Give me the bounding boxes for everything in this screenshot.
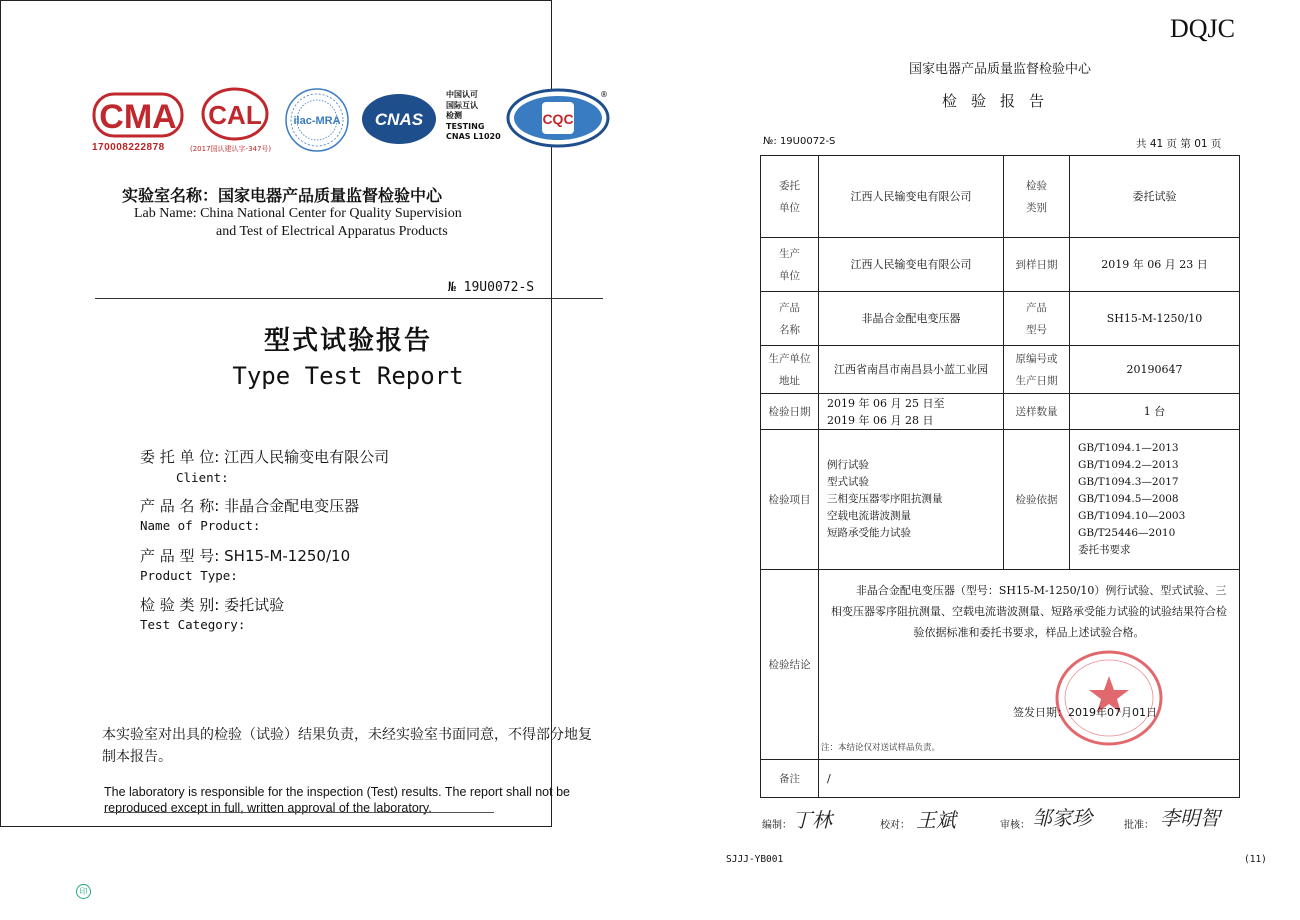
lab-name-en-line1: Lab Name: China National Center for Quality Supervision xyxy=(134,206,462,221)
cma-number: 170008222878 xyxy=(92,142,165,153)
table-row xyxy=(761,760,1240,798)
notice-en: The laboratory is responsible for the inspection (Test) results. The report shall not be reproduced except in full, written approval of the laboratory. xyxy=(104,785,570,815)
cnas-line: 检测 xyxy=(446,111,462,120)
cnas-line: 中国认可 xyxy=(446,90,478,99)
table-row xyxy=(761,156,1240,238)
model-label-cell: 产品 型号 xyxy=(1004,292,1070,346)
conclusion-note: 注：本结论仅对送试样品负责。 xyxy=(821,743,941,753)
product-label-cell: 产品 名称 xyxy=(761,292,819,346)
report-heading: 检验报告 xyxy=(941,92,1058,110)
notice-cn: 本实验室对出具的检验（试验）结果负责，未经实验室书面同意，不得部分地复制本报告。 xyxy=(102,727,592,765)
arrival-value-cell: 2019 年 06 月 23 日 xyxy=(1070,238,1240,292)
product-name-value: 非晶合金配电变压器 xyxy=(224,497,360,515)
client-label: 委 托 单 位: xyxy=(140,448,220,466)
table-row xyxy=(761,238,1240,292)
table-row xyxy=(761,346,1240,394)
report-number-right: №: 19U0072-S xyxy=(763,136,836,147)
category-label-cell: 检验 类别 xyxy=(1004,156,1070,238)
cnas-accreditation-text xyxy=(446,90,501,143)
ilac-mra-logo-icon xyxy=(282,86,352,154)
client-value: 江西人民输变电有限公司 xyxy=(224,448,390,466)
table-row xyxy=(761,570,1240,760)
remark-value-cell: / xyxy=(819,760,1240,798)
cma-sub-text: (2017国认建认字-347号) xyxy=(190,145,272,153)
corner-stamp-icon: 印 xyxy=(76,884,91,899)
address-label-cell: 生产单位 地址 xyxy=(761,346,819,394)
cnas-line: TESTING xyxy=(446,121,485,131)
compiled-label: 编制： xyxy=(762,820,792,831)
report-number: № 19U0072-S xyxy=(448,280,535,295)
cnas-logo-text: CNAS xyxy=(374,110,424,129)
category-value-cell: 委托试验 xyxy=(1070,156,1240,238)
cnas-logo-icon xyxy=(360,92,438,146)
form-code: SJJJ-YB001 xyxy=(726,854,784,865)
notice-underline xyxy=(104,812,494,813)
report-title-en: Type Test Report xyxy=(232,362,464,390)
conclusion-cell xyxy=(819,570,1240,760)
items-value-cell: 例行试验 型式试验 三相变压器零序阻抗测量 空载电流谐波测量 短路承受能力试验 xyxy=(819,430,1004,570)
qty-value-cell: 1 台 xyxy=(1070,394,1240,430)
client-value-cell: 江西人民输变电有限公司 xyxy=(819,156,1004,238)
serial-value-cell: 20190647 xyxy=(1070,346,1240,394)
remark-label-cell: 备注 xyxy=(761,760,819,798)
conclusion-text: 非晶合金配电变压器（型号：SH15-M-1250/10）例行试验、型式试验、三相变压器零序阻抗测量、空载电流谐波测量、短路承受能力试验的试验结果符合检验依据标准和委托书要求，样品上述试验合格。 xyxy=(831,584,1227,639)
checked-signature: 王斌 xyxy=(916,808,956,832)
client-label-cell: 委托 单位 xyxy=(761,156,819,238)
center-name: 国家电器产品质量监督检验中心 xyxy=(908,62,1091,77)
table-row xyxy=(761,394,1240,430)
corner-code: DQJC xyxy=(1170,14,1236,43)
product-type-value: SH15-M-1250/10 xyxy=(224,547,351,565)
test-date-label-cell: 检验日期 xyxy=(761,394,819,430)
approved-signature: 李明智 xyxy=(1160,806,1220,830)
divider-line xyxy=(95,298,603,299)
basis-label-cell: 检验依据 xyxy=(1004,430,1070,570)
product-type-label-en: Product Type: xyxy=(140,568,238,583)
address-value-cell: 江西省南昌市南昌县小蓝工业园 xyxy=(819,346,1004,394)
page-number: (11) xyxy=(1244,854,1267,865)
items-label-cell: 检验项目 xyxy=(761,430,819,570)
cqc-logo-text: CQC xyxy=(542,111,574,127)
cma-logo-icon xyxy=(92,90,184,140)
cal-logo-icon xyxy=(200,86,270,142)
cal-logo-text: CAL xyxy=(208,100,262,130)
cma-logo-text: CMA xyxy=(99,98,177,136)
client-label-en: Client: xyxy=(176,470,229,485)
cnas-line: CNAS L1020 xyxy=(446,132,501,141)
serial-label-cell: 原编号或 生产日期 xyxy=(1004,346,1070,394)
model-value-cell: SH15-M-1250/10 xyxy=(1070,292,1240,346)
product-value-cell: 非晶合金配电变压器 xyxy=(819,292,1004,346)
basis-value-cell: GB/T1094.1—2013 GB/T1094.2—2013 GB/T1094.3—2017 GB/T1094.5—2008 GB/T1094.10—2003 GB/T25446—2010 委托书要求 xyxy=(1070,430,1240,570)
checked-label: 校对： xyxy=(880,820,910,831)
ilac-logo-text: ilac-MRA xyxy=(293,115,341,127)
reviewed-label: 审核： xyxy=(1000,820,1030,831)
lab-name-en-line2: and Test of Electrical Apparatus Products xyxy=(216,224,448,239)
arrival-label-cell: 到样日期 xyxy=(1004,238,1070,292)
product-name-label: 产 品 名 称: xyxy=(140,497,220,515)
lab-name-cn: 实验室名称：国家电器产品质量监督检验中心 xyxy=(122,186,443,205)
table-row xyxy=(761,292,1240,346)
test-date-value-cell: 2019 年 06 月 25 日至 2019 年 06 月 28 日 xyxy=(819,394,1004,430)
official-seal-icon xyxy=(1053,648,1165,748)
product-name-field xyxy=(140,495,359,516)
registered-mark: ® xyxy=(600,90,608,99)
test-category-label: 检 验 类 别: xyxy=(140,596,220,614)
issue-date: 签发日期：2019年07月01日 xyxy=(1013,706,1157,719)
page-count: 共 41 页 第 01 页 xyxy=(1136,138,1222,150)
test-category-label-en: Test Category: xyxy=(140,617,246,632)
product-name-label-en: Name of Product: xyxy=(140,518,261,533)
report-title-cn: 型式试验报告 xyxy=(263,326,432,356)
conclusion-label-cell: 检验结论 xyxy=(761,570,819,760)
client-field xyxy=(140,446,389,467)
table-row xyxy=(761,430,1240,570)
manufacturer-label-cell: 生产 单位 xyxy=(761,238,819,292)
compiled-signature: 丁林 xyxy=(792,808,832,832)
manufacturer-value-cell: 江西人民输变电有限公司 xyxy=(819,238,1004,292)
test-category-value: 委托试验 xyxy=(224,596,285,614)
product-type-label: 产 品 型 号: xyxy=(140,547,220,565)
qty-label-cell: 送样数量 xyxy=(1004,394,1070,430)
reviewed-signature: 邹家珍 xyxy=(1032,806,1092,830)
cqc-logo-icon xyxy=(506,88,610,148)
cnas-line: 国际互认 xyxy=(446,100,478,110)
test-category-field xyxy=(140,594,284,615)
product-type-field xyxy=(140,545,350,566)
inspection-table xyxy=(760,155,1240,798)
approved-label: 批准： xyxy=(1124,820,1154,831)
